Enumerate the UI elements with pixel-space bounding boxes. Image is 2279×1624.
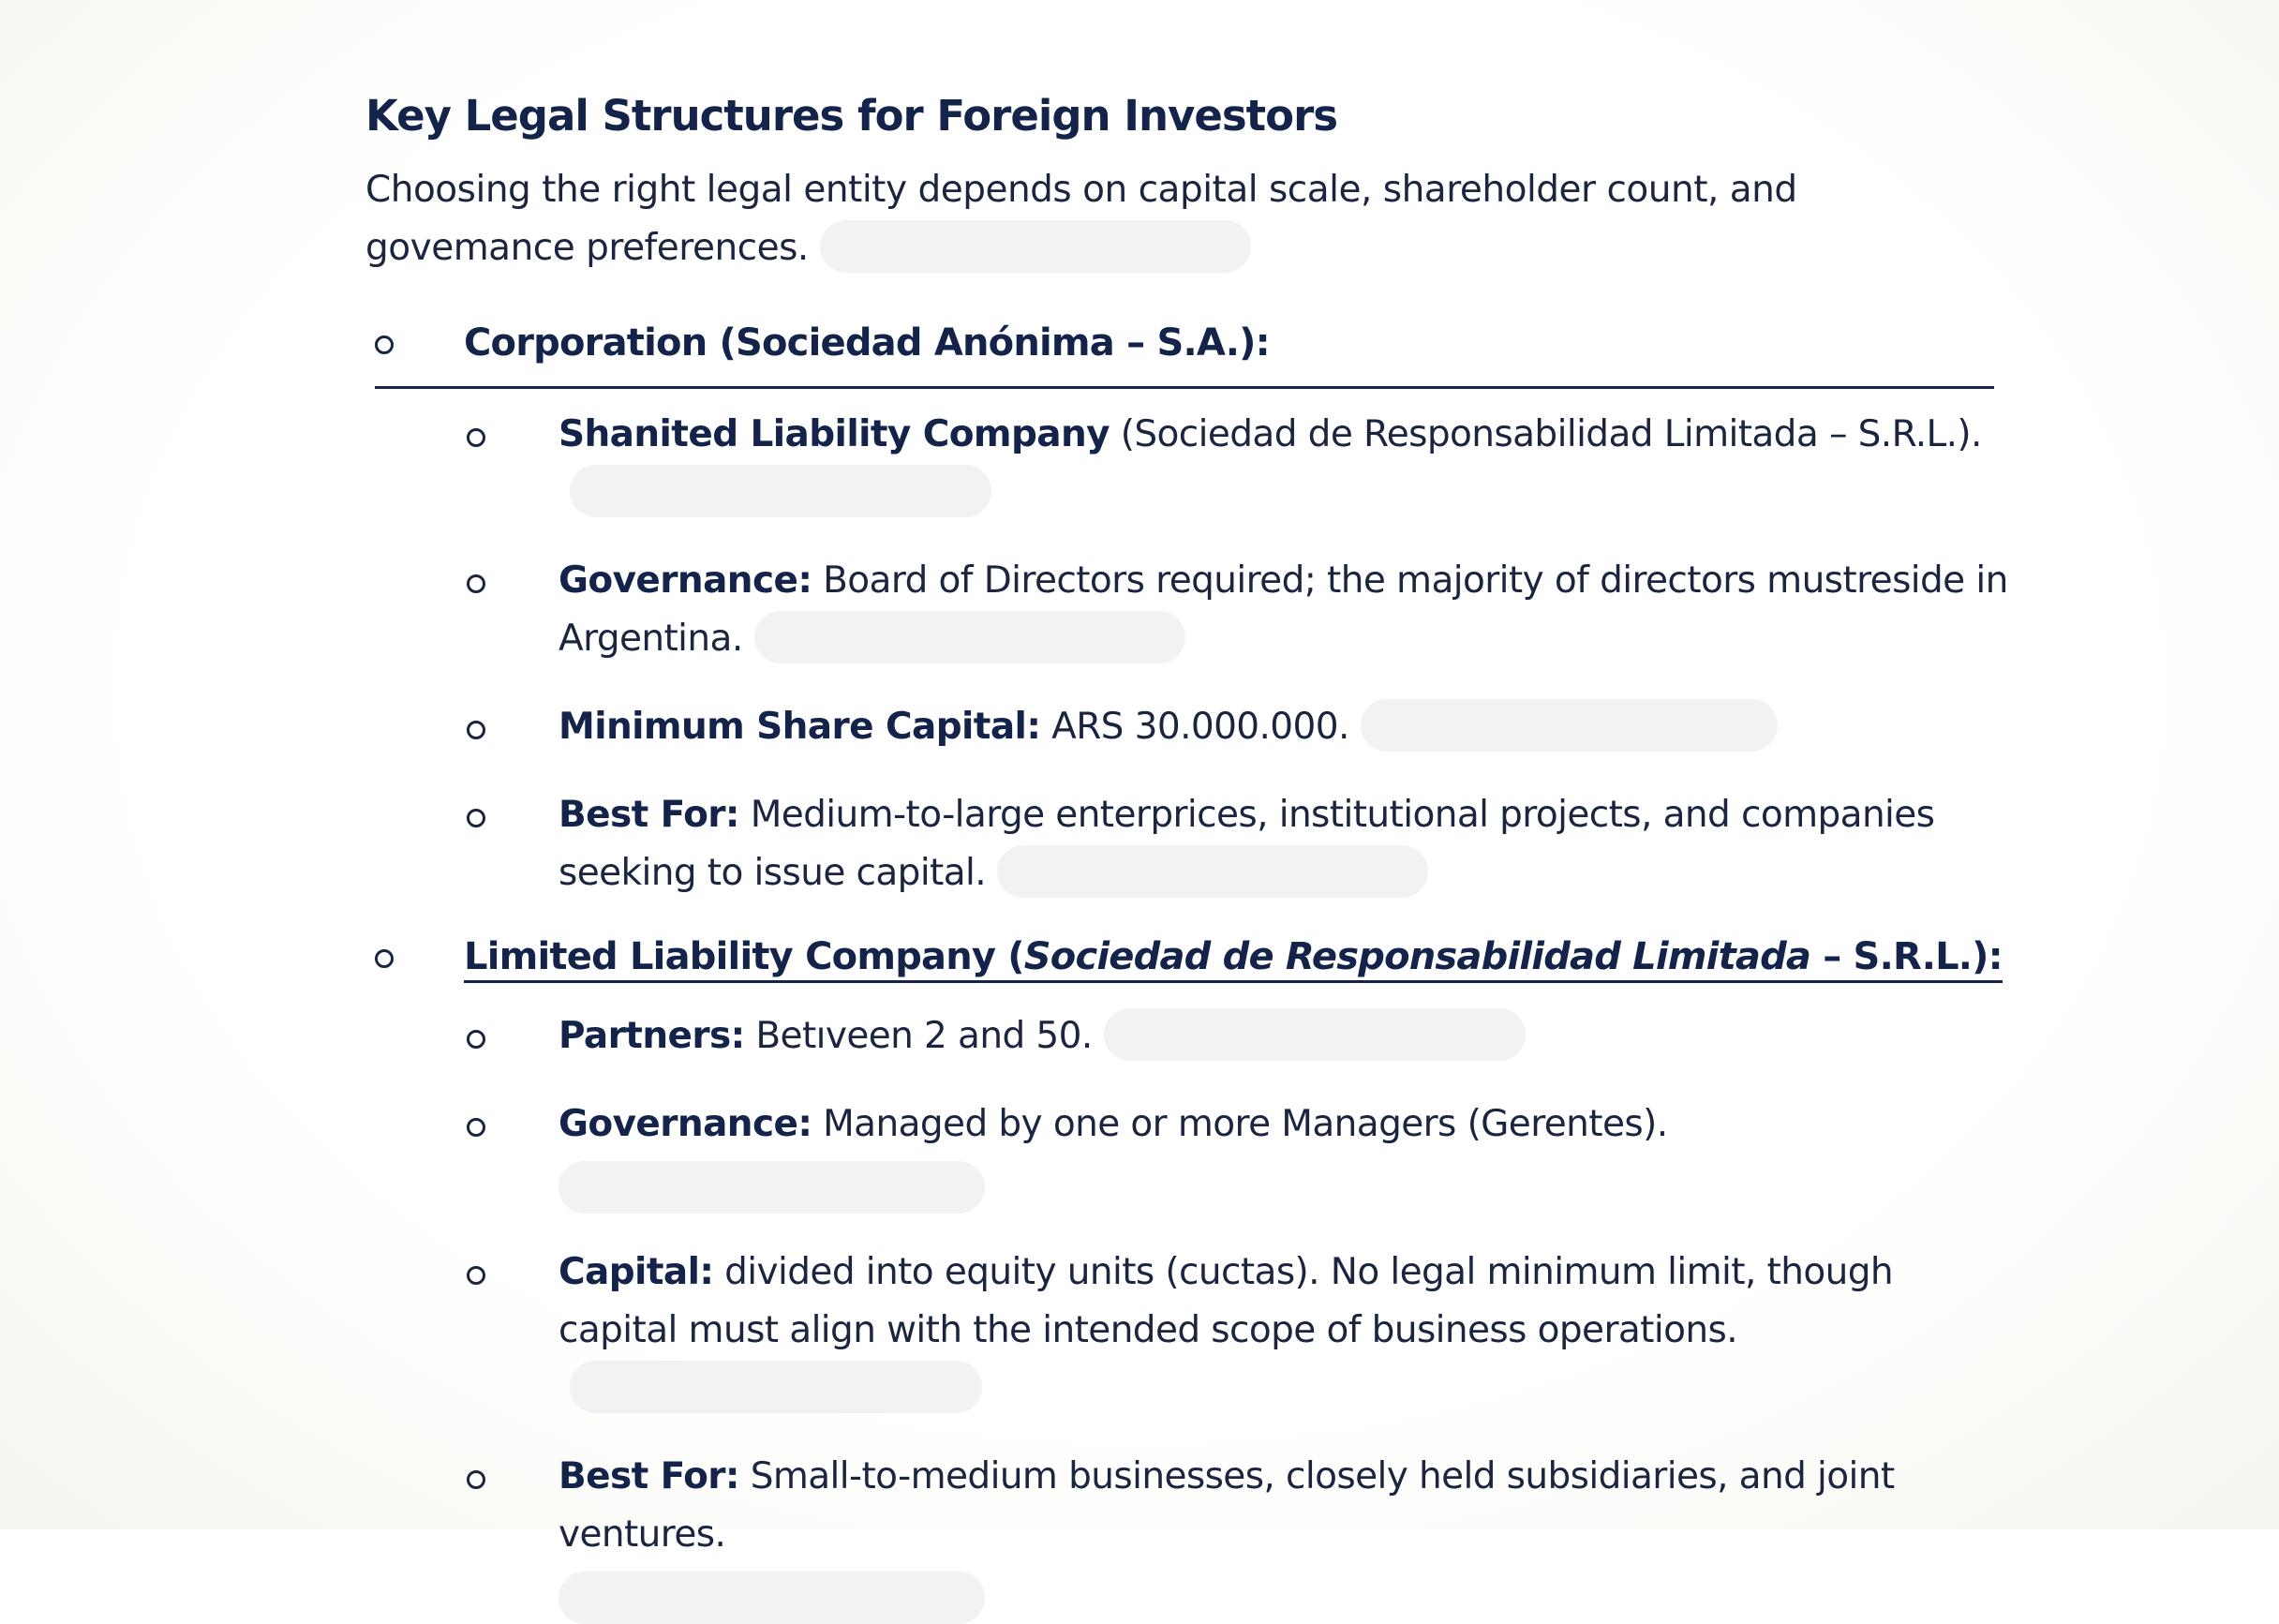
section-title-prefix: Limited Liability Company ( bbox=[464, 935, 1024, 978]
item-text: divided into equity units (cuctas). No legal minimum limit, though capital must align with the intended scope of business operations. bbox=[559, 1251, 1894, 1351]
circle-bullet-icon bbox=[467, 428, 485, 447]
section-divider bbox=[375, 386, 1994, 389]
redacted-placeholder bbox=[754, 611, 1185, 663]
section-title-italic: Sociedad de Responsabilidad Limitada bbox=[1023, 935, 1811, 978]
list-item bbox=[365, 552, 2015, 668]
circle-bullet-icon bbox=[467, 1118, 485, 1137]
item-text: ARS 30.000.000. bbox=[1040, 706, 1349, 748]
list-item bbox=[365, 786, 2015, 902]
circle-bullet-icon bbox=[375, 949, 394, 968]
redacted-placeholder bbox=[570, 465, 991, 517]
list-item bbox=[365, 1007, 2015, 1065]
item-label: Partners: bbox=[559, 1015, 745, 1057]
redacted-placeholder bbox=[997, 845, 1428, 898]
circle-bullet-icon bbox=[467, 1266, 485, 1285]
list-item bbox=[365, 406, 2015, 522]
circle-bullet-icon bbox=[467, 1470, 485, 1489]
redacted-placeholder bbox=[1104, 1008, 1526, 1061]
list-item bbox=[365, 1095, 2015, 1214]
section-title: Corporation (Sociedad Anónima – S.A.): bbox=[464, 321, 1270, 365]
redacted-placeholder bbox=[1361, 699, 1778, 752]
list-item bbox=[365, 1448, 2015, 1624]
item-label: Capital: bbox=[559, 1251, 714, 1293]
redacted-placeholder bbox=[570, 1361, 982, 1413]
item-label: Governance: bbox=[559, 559, 812, 602]
intro-paragraph bbox=[365, 161, 2015, 277]
circle-bullet-icon bbox=[467, 1030, 485, 1049]
circle-bullet-icon bbox=[467, 809, 485, 827]
circle-bullet-icon bbox=[375, 335, 394, 354]
item-text: Board of Directors required; the majority of directors mustreside in Argentina. bbox=[559, 559, 2008, 660]
list-item bbox=[365, 1244, 2015, 1418]
section-title bbox=[464, 935, 2003, 983]
item-label: Shanited Liability Company bbox=[559, 413, 1110, 455]
item-label: Best For: bbox=[559, 794, 739, 836]
document-content bbox=[365, 86, 2015, 1624]
item-text: Medium-to-large enterprices, institutional projects, and companies seeking to issue capital. bbox=[559, 794, 1935, 894]
item-text: Betıveen 2 and 50. bbox=[744, 1015, 1093, 1057]
circle-bullet-icon bbox=[467, 721, 485, 739]
section-limited-liability-company bbox=[365, 927, 2015, 987]
item-text: (Sociedad de Responsabilidad Limitada – S.R.L.). bbox=[1109, 413, 1982, 455]
redacted-placeholder bbox=[559, 1161, 985, 1214]
redacted-placeholder bbox=[820, 220, 1251, 273]
page-title: Key Legal Structures for Foreign Investors bbox=[365, 91, 1338, 141]
item-label: Best For: bbox=[559, 1455, 739, 1497]
circle-bullet-icon bbox=[467, 574, 485, 593]
item-text: Managed by one or more Managers (Gerentes). bbox=[812, 1103, 1668, 1145]
item-label: Governance: bbox=[559, 1103, 812, 1145]
intro-text: Choosing the right legal entity depends on capital scale, shareholder count, and govemance preferences. bbox=[365, 169, 1797, 269]
item-text: Small-to-medium businesses, closely held subsidiaries, and joint ventures. bbox=[559, 1455, 1895, 1556]
redacted-placeholder bbox=[559, 1572, 985, 1624]
list-item bbox=[365, 698, 2015, 756]
item-label: Minimum Share Capital: bbox=[559, 706, 1041, 748]
section-title-suffix: – S.R.L.): bbox=[1810, 935, 2003, 978]
section-corporation bbox=[365, 313, 2015, 373]
